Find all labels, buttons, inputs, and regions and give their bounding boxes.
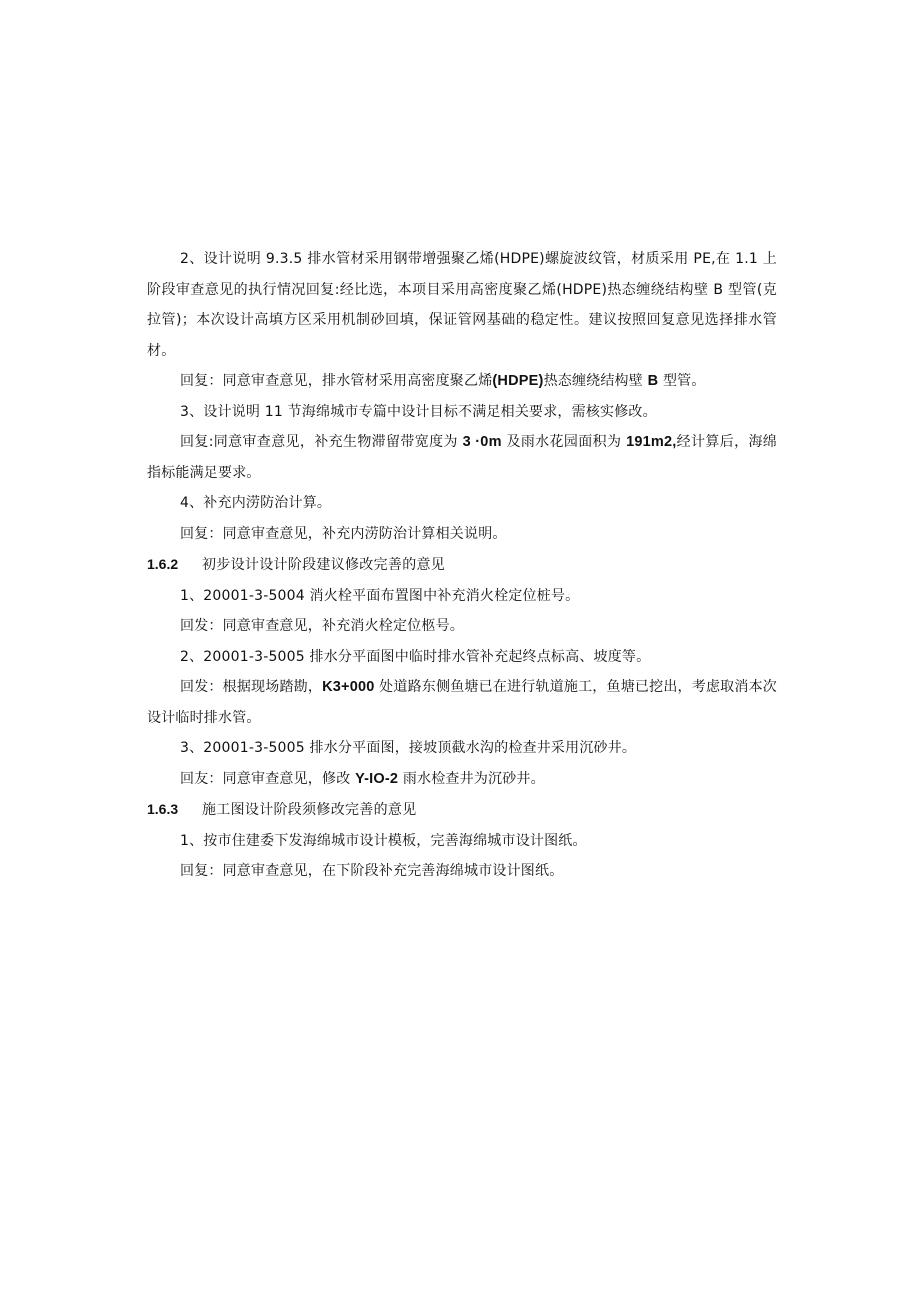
text-run: 热态缠绕结构壁 — [543, 373, 648, 389]
text-run: 型管。 — [658, 373, 706, 389]
text-run: 回友：同意审查意见，修改 — [180, 770, 356, 787]
text-run: 1、按市住建委下发海绵城市设计模板，完善海绵城市设计图纸。 — [180, 832, 587, 849]
text-run: 4、补充内涝防治计算。 — [180, 495, 332, 511]
text-run: 3、设计说明 11 节海绵城市专篇中设计目标不满足相关要求，需核实修改。 — [180, 403, 657, 420]
emphasis-text: 3 ·0m — [462, 434, 502, 450]
paragraph — [147, 642, 777, 673]
text-run: 回复：同意审查意见，在下阶段补充完善海绵城市设计图纸。 — [180, 863, 564, 879]
paragraph — [147, 397, 777, 428]
section-heading — [147, 794, 777, 826]
text-run: 2、设计说明 9.3.5 排水管材采用钢带增强聚乙烯(HDPE)螺旋波纹管，材质采用 PE,在 1.1 上阶段审查意见的执行情况回复:经比选，本项目采用高密度聚乙烯(HDPE)热态缠绕结构壁 B 型管(克拉管)；本次设计高填方区采用机制砂回填，保证管网基础的稳定性。建议按照回复意见选择排水管材。 — [147, 251, 777, 359]
text-run: 回发：同意审查意见，补充消火栓定位柩号。 — [180, 618, 464, 634]
emphasis-text: K3+000 — [322, 679, 375, 695]
text-run: 回复：同意审查意见，排水管材采用高密度聚乙烯 — [180, 373, 493, 389]
text-run: 及雨水花园面积为 — [501, 434, 627, 450]
document-body — [147, 244, 777, 887]
section-number: 1.6.3 — [147, 801, 179, 817]
text-run: 3、20001-3-5005 排水分平面图，接坡顶截水沟的检查井采用沉砂井。 — [180, 740, 637, 756]
paragraph — [147, 519, 777, 550]
paragraph — [147, 856, 777, 887]
text-run: 经计算后，海绵指标能满足要求。 — [147, 434, 777, 481]
emphasis-text: (HDPE) — [492, 373, 544, 389]
emphasis-text: B — [647, 373, 659, 389]
paragraph — [147, 427, 777, 488]
paragraph — [147, 733, 777, 764]
paragraph — [147, 611, 777, 642]
text-run: 1、20001-3-5004 消火栓平面布置图中补充消火栓定位桩号。 — [180, 587, 580, 604]
paragraph — [147, 672, 777, 733]
section-title: 施工图设计阶段须修改完善的意见 — [202, 802, 417, 818]
paragraph — [147, 244, 777, 366]
paragraph — [147, 366, 777, 397]
text-run: 2、20001-3-5005 排水分平面图中临时排水管补充起终点标高、坡度等。 — [180, 648, 651, 665]
section-heading — [147, 549, 777, 581]
text-run: 雨水检查井为沉砂井。 — [398, 770, 545, 787]
text-run: 回复：同意审查意见，补充内涝防治计算相关说明。 — [180, 525, 507, 542]
paragraph — [147, 581, 777, 612]
emphasis-text: 191m2, — [626, 434, 677, 450]
paragraph — [147, 764, 777, 795]
section-title: 初步设计设计阶段建议修改完善的意见 — [202, 557, 446, 573]
section-number: 1.6.2 — [147, 556, 179, 572]
text-run: 处道路东侧鱼塘已在进行轨道施工，鱼塘已挖出，考虑取消本次设计临时排水管。 — [147, 679, 778, 726]
paragraph — [147, 488, 777, 519]
text-run: 回发：根据现场踏勘， — [180, 679, 323, 695]
emphasis-text: Y-IO-2 — [355, 770, 399, 787]
text-run: 回复:同意审查意见，补充生物滞留带宽度为 — [180, 434, 463, 450]
paragraph — [147, 826, 777, 857]
